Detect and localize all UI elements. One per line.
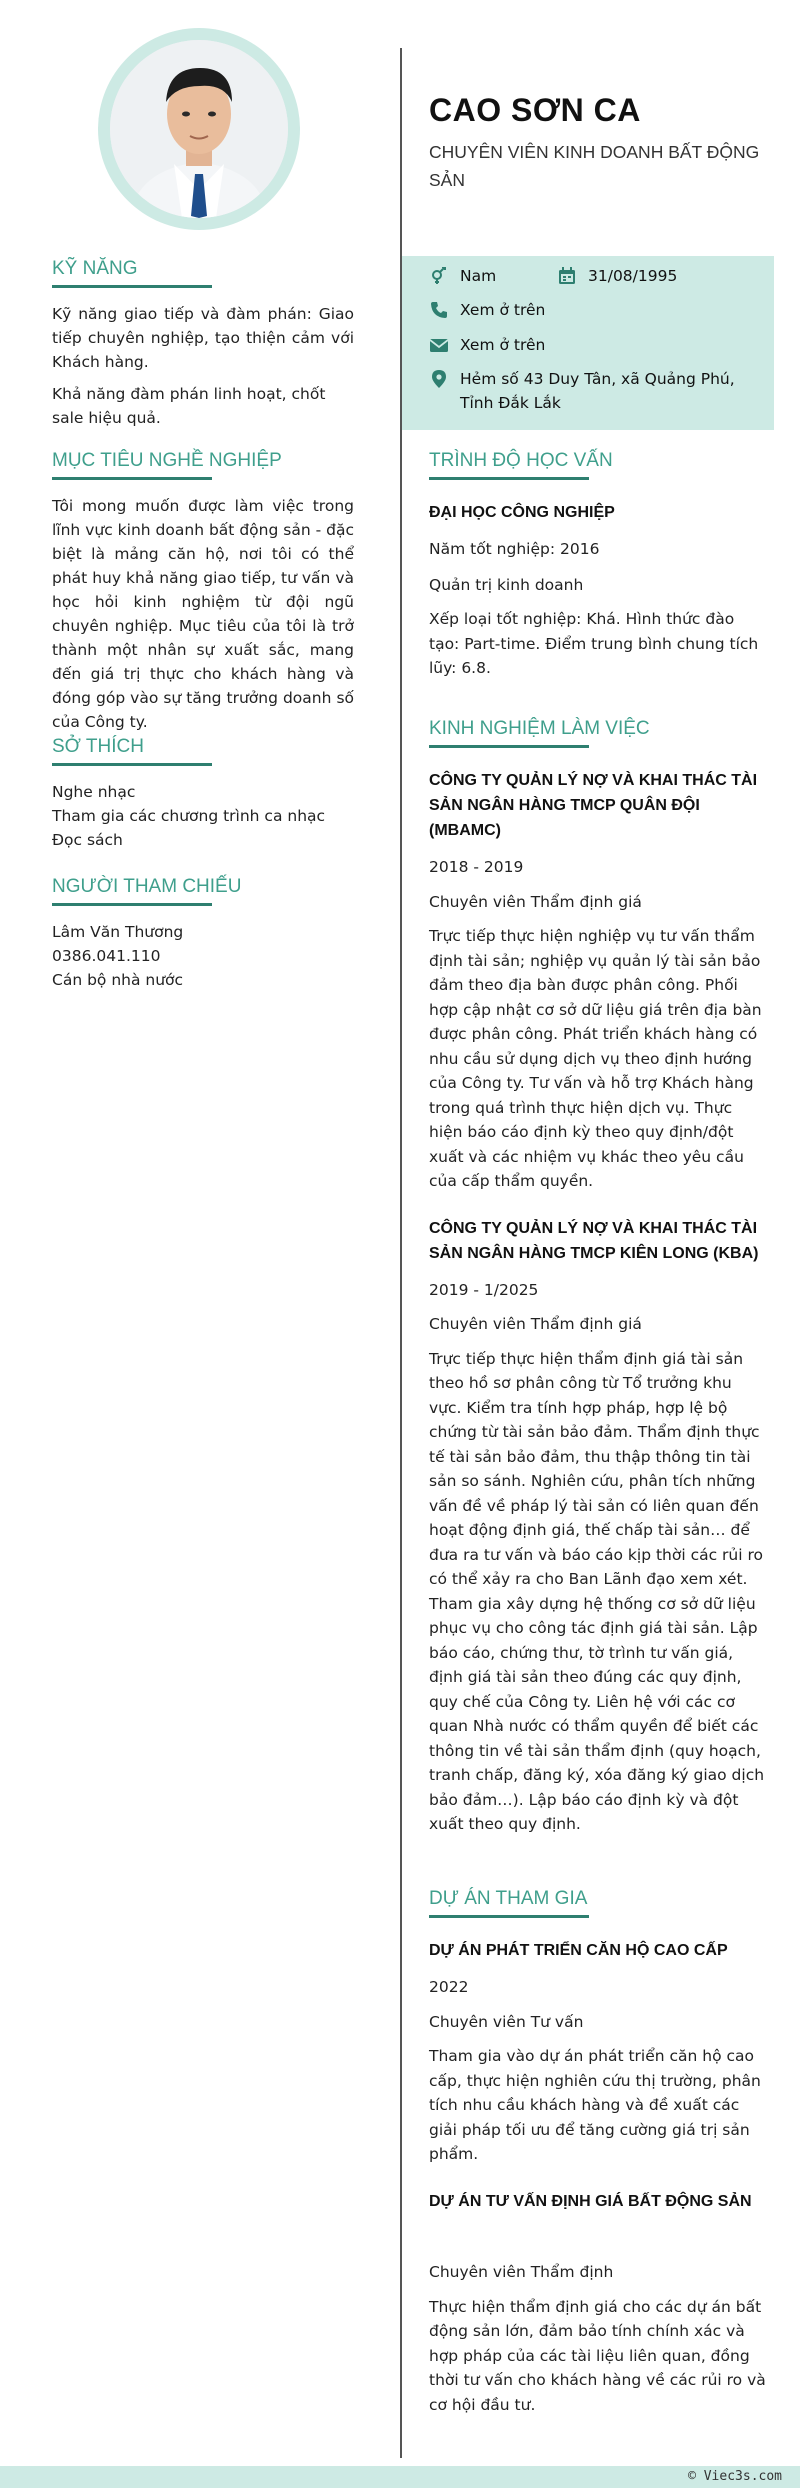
hobby-item: Nghe nhạc xyxy=(52,783,136,801)
hobby-item: Đọc sách xyxy=(52,831,123,849)
education-title: TRÌNH ĐỘ HỌC VẤN xyxy=(429,450,613,478)
objective-text: Tôi mong muốn được làm việc trong lĩnh vực kinh doanh bất động sản - đặc biệt là mảng căn hộ, nơi tôi có thể phát huy khả năng giao tiếp, tư vấn và học hỏi kinh nghiệm từ đội ngũ chuyên nghiệp. Mục tiêu của tôi là trở thành một nhân sự xuất sắc, mang đến giá trị thực cho khách hàng và đóng góp vào sự tăng trưởng doanh số của Công ty. xyxy=(52,497,354,731)
objective-title: MỤC TIÊU NGHỀ NGHIỆP xyxy=(52,450,282,478)
reference-phone: 0386.041.110 xyxy=(52,947,161,965)
avatar-frame xyxy=(98,28,300,230)
education-details: Xếp loại tốt nghiệp: Khá. Hình thức đào tạo: Part-time. Điểm trung bình chung tích lũy: 6.8. xyxy=(429,610,759,677)
birthdate-value: 31/08/1995 xyxy=(588,267,678,285)
education-graduation: Năm tốt nghiệp: 2016 xyxy=(429,540,600,558)
project-role: Chuyên viên Tư vấn xyxy=(429,2012,584,2031)
job-description: Trực tiếp thực hiện thẩm định giá tài sản theo hồ sơ phân công từ Tổ trưởng khu vực. Kiểm tra tính hợp pháp, hợp lệ bộ chứng từ tài sản bảo đảm. Thẩm định thực tế tài sản bảo đảm, thu thập thông tin tài sản so sánh. Nghiên cứu, phân tích những vấn đề về pháp lý tài sản có liên quan đến hoạt động định giá, thế chấp tài sản… để đưa ra tư vấn và báo cáo kịp thời các rủi ro có thể xảy ra cho Ban Lãnh đạo xem xét. Tham gia xây dựng hệ thống cơ sở dữ liệu phục vụ cho công tác định giá tài sản. Lập báo cáo, chứng thư, tờ trình tư vấn giá, định giá tài sản theo đúng các quy định, quy chế của Công ty. Liên hệ với các cơ quan Nhà nước có thẩm quyền để biết các thông tin về tài sản thẩm định (quy hoạch, tranh chấp, đăng ký, xóa đăng ký giao dịch bảo đảm…). Lập báo cáo định kỳ và đột xuất theo quy định. xyxy=(429,1349,765,1833)
contact-info-box xyxy=(402,256,774,430)
skills-section xyxy=(52,258,354,430)
project-year: 2022 xyxy=(429,1978,469,1996)
job-role: Chuyên viên Thẩm định giá xyxy=(429,1315,642,1333)
reference-section xyxy=(52,876,354,992)
reference-title: NGƯỜI THAM CHIẾU xyxy=(52,876,241,904)
skills-item: Khả năng đàm phán linh hoạt, chốt sale hiệu quả. xyxy=(52,385,326,427)
skills-title: KỸ NĂNG xyxy=(52,258,138,286)
projects-title: DỰ ÁN THAM GIA xyxy=(429,1888,587,1916)
hobby-item: Tham gia các chương trình ca nhạc xyxy=(52,807,326,825)
project-name: DỰ ÁN PHÁT TRIỂN CĂN HỘ CAO CẤP xyxy=(429,1942,728,1959)
education-major: Quản trị kinh doanh xyxy=(429,575,584,594)
hobbies-title: SỞ THÍCH xyxy=(52,736,144,764)
education-section xyxy=(429,450,767,681)
job-period: 2018 - 2019 xyxy=(429,858,524,876)
job-company: CÔNG TY QUẢN LÝ NỢ VÀ KHAI THÁC TÀI SẢN NGÂN HÀNG TMCP QUÂN ĐỘI (MBAMC) xyxy=(429,772,758,839)
avatar xyxy=(110,40,288,218)
email-icon xyxy=(430,336,448,354)
address-value: Hẻm số 43 Duy Tân, xã Quảng Phú, Tỉnh Đắk Lắk xyxy=(460,370,735,412)
reference-name: Lâm Văn Thương xyxy=(52,923,184,941)
candidate-headline: CHUYÊN VIÊN KINH DOANH BẤT ĐỘNG SẢN xyxy=(429,142,760,190)
reference-position: Cán bộ nhà nước xyxy=(52,971,184,989)
job-period: 2019 - 1/2025 xyxy=(429,1280,539,1299)
hobbies-section xyxy=(52,736,354,852)
objective-section xyxy=(52,450,354,734)
phone-icon xyxy=(430,301,448,319)
project-name: DỰ ÁN TƯ VẤN ĐỊNH GIÁ BẤT ĐỘNG SẢN xyxy=(429,2192,752,2210)
footer-watermark: © Viec3s.com xyxy=(688,2469,782,2484)
email-value: Xem ở trên xyxy=(460,336,546,354)
skills-item: Kỹ năng giao tiếp và đàm phán: Giao tiếp chuyên nghiệp, tạo thiện cảm với Khách hàng. xyxy=(52,305,354,371)
project-description: Thực hiện thẩm định giá cho các dự án bất động sản lớn, đảm bảo tính chính xác và hợp pháp của các tài liệu liên quan, đồng thời tư vấn cho khách hàng về các rủi ro và cơ hội đầu tư. xyxy=(429,2297,766,2414)
location-pin-icon xyxy=(430,370,448,388)
footer-bar xyxy=(0,2466,800,2488)
project-description: Tham gia vào dự án phát triển căn hộ cao cấp, thực hiện nghiên cứu thị trường, phân tích nhu cầu khách hàng và đề xuất các giải pháp tối ưu để tăng cường giá trị sản phẩm. xyxy=(429,2047,761,2163)
job-company: CÔNG TY QUẢN LÝ NỢ VÀ KHAI THÁC TÀI SẢN NGÂN HÀNG TMCP KIÊN LONG (KBA) xyxy=(429,1219,759,1262)
project-role: Chuyên viên Thẩm định xyxy=(429,2263,614,2281)
experience-section xyxy=(429,718,767,1837)
education-school: ĐẠI HỌC CÔNG NGHIỆP xyxy=(429,504,615,521)
avatar-photo xyxy=(110,40,288,218)
experience-title: KINH NGHIỆM LÀM VIỆC xyxy=(429,718,650,746)
calendar-icon xyxy=(558,267,576,285)
candidate-name: CAO SƠN CA xyxy=(429,92,641,128)
gender-icon xyxy=(430,267,448,285)
phone-value: Xem ở trên xyxy=(460,301,546,319)
job-role: Chuyên viên Thẩm định giá xyxy=(429,892,642,911)
gender-value: Nam xyxy=(460,267,497,285)
job-description: Trực tiếp thực hiện nghiệp vụ tư vấn thẩm định tài sản; nghiệp vụ quản lý tài sản bảo đảm theo địa bàn được phân công. Phối hợp cập nhật cơ sở dữ liệu giá trên địa bàn được phân công. Phát triển khách hàng có nhu cầu sử dụng dịch vụ theo định hướng của Công ty. Tư vấn và hỗ trợ Khách hàng trong quá trình thực hiện dịch vụ. Thực hiện báo cáo định kỳ theo quy định/đột xuất và các nhiệm vụ khác theo yêu cầu của cấp thẩm quyền. xyxy=(429,927,762,1190)
project-year xyxy=(429,2226,767,2251)
projects-section xyxy=(429,1888,767,2417)
